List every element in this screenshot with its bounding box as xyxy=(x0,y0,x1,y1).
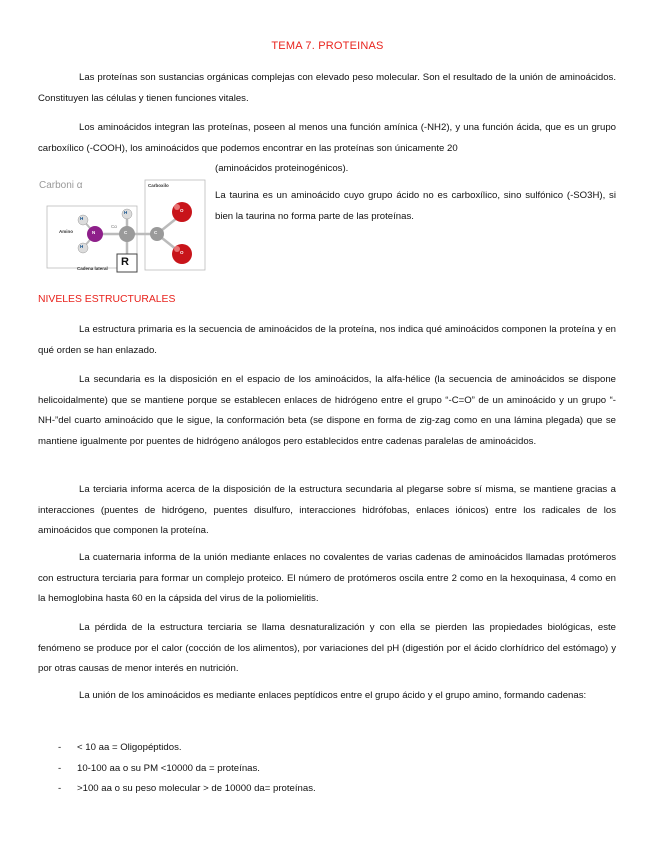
paragraph-terciaria: La terciaria informa acerca de la disposición de la estructura secundaria al plegarse sobre sí misma, se mantiene gracias a interacciones (puentes de hidrógeno, puentes disulfuro, interacciones hidrófobas, enlaces iónicos) entre los radicales de los aminoácidos que componen la proteína. xyxy=(38,484,616,536)
bullet-list xyxy=(38,738,628,800)
paragraph-aminoacids-cont: (aminoácidos proteinogénicos). xyxy=(215,163,349,174)
label-cadena-lateral: Cadena lateral xyxy=(77,266,108,271)
list-item-text: >100 aa o su peso molecular > de 10000 da= proteínas. xyxy=(77,783,316,794)
document-title: TEMA 7. PROTEINAS xyxy=(271,40,384,52)
atom-label-o: O xyxy=(180,250,184,255)
atom-label-c: C xyxy=(154,230,158,235)
atom-label-h: H xyxy=(124,210,128,215)
list-item-text: 10-100 aa o su PM <10000 da = proteínas. xyxy=(77,762,260,774)
paragraph-taurina: La taurina es un aminoácido cuyo grupo ácido no es carboxílico, sino sulfónico (-SO3H), si bien la taurina no forma parte de las proteínas. xyxy=(215,190,616,222)
diagram-title: Carboni α xyxy=(39,180,83,191)
paragraph-cuaternaria: La cuaternaria informa de la unión mediante enlaces no covalentes de varias cadenas de aminoácidos llamadas protómeros con estructura terciaria para formar un complejo proteico. El número de protómeros oscila entre 2 como en la hexoquinasa, 4 como en la hemoglobina hasta 60 en la cápsida del virus de la poliomielitis. xyxy=(38,552,616,604)
paragraph-enlaces-peptidicos: La unión de los aminoácidos es mediante enlaces peptídicos entre el grupo ácido y el grupo amino, formando cadenas: xyxy=(79,690,587,701)
list-item-text: < 10 aa = Oligopéptidos. xyxy=(77,742,182,753)
atom-label-o: O xyxy=(180,208,184,213)
atom-label-n: N xyxy=(92,230,96,235)
section-heading: NIVELES ESTRUCTURALES xyxy=(38,294,176,305)
r-group-label: R xyxy=(121,256,129,268)
atom-label-c: C xyxy=(124,230,128,235)
paragraph-aminoacids: Los aminoácidos integran las proteínas, poseen al menos una función amínica (-NH2), y una función ácida, que es un grupo carboxílico (-COOH), los aminoácidos que podemos encontrar en las proteínas son únicamente 20 xyxy=(38,122,616,154)
paragraph-primaria: La estructura primaria es la secuencia de aminoácidos de la proteína, nos indica qué aminoácidos componen la proteína y en qué orden se han enlazado. xyxy=(38,324,616,356)
paragraph-desnaturalizacion: La pérdida de la estructura terciaria se llama desnaturalización y con ella se pierden las propiedades biológicas, este fenómeno se produce por el calor (cocción de los alimentos), por variaciones del pH (digestión por el ácido clorhídrico del estómago) y por otras causas de menor interés en nutrición. xyxy=(38,622,616,674)
bullet-marker: - xyxy=(58,762,62,774)
amino-acid-diagram xyxy=(37,178,207,274)
paragraph-intro: Las proteínas son sustancias orgánicas complejas con elevado peso molecular. Son el resultado de la unión de aminoácidos. Constituyen las células y tienen funciones vitales. xyxy=(38,72,616,104)
list-item xyxy=(38,759,628,780)
label-alpha: Cα xyxy=(111,224,117,229)
list-item xyxy=(38,738,628,759)
list-item xyxy=(38,779,628,800)
paragraph-secundaria: La secundaria es la disposición en el espacio de los aminoácidos, la alfa-hélice (la secuencia de aminoácidos se dispone helicoidalmente) que se mantiene porque se establecen enlaces de hidrógeno entre el grupo “-C=O” de un aminoácido y un grupo “-NH-”del cuarto aminoácido que le sigue, la conformación beta (se dispone en forma de zig-zag como en una lámina plegada) que se mantiene igualmente por puentes de hidrógeno análogos pero establecidos entre cadenas paralelas de aminoácidos. xyxy=(38,374,616,447)
atom-label-h: H xyxy=(80,216,84,221)
atom-label-h: H xyxy=(80,244,84,249)
bullet-marker: - xyxy=(58,783,62,794)
bullet-marker: - xyxy=(58,742,62,753)
label-amino: Amino xyxy=(59,229,73,234)
label-carboxilo: Carboxilo xyxy=(148,183,169,188)
